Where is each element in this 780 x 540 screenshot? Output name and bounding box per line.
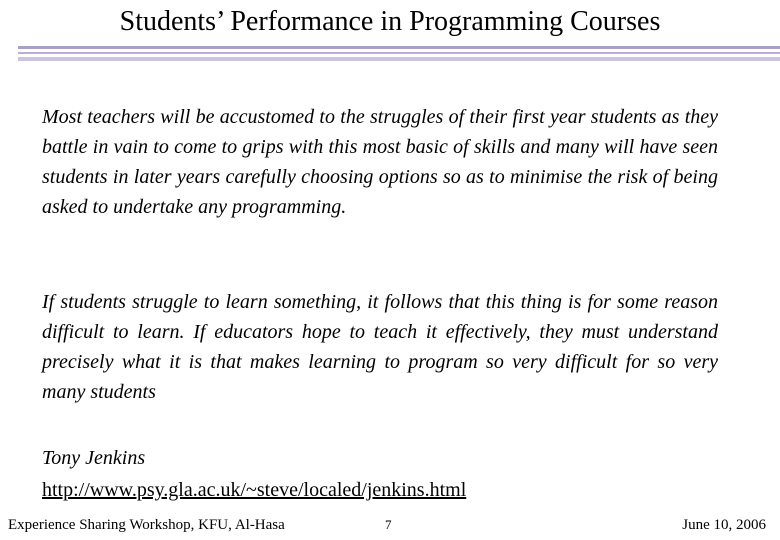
- quote-paragraph-1: Most teachers will be accustomed to the struggles of their first year students as they battle in vain to come to grips with this most basic of skills and many will have seen students in later years carefully choosing options so as to minimise the risk of being asked to undertake any programming.: [42, 106, 718, 218]
- title-divider-line: [18, 52, 780, 54]
- footer-date: June 10, 2006: [682, 517, 766, 533]
- title-divider-line: [18, 57, 780, 61]
- quote-paragraph-2: If students struggle to learn something, it follows that this thing is for some reason difficult to learn. If educators hope to teach it effectively, they must understand precisely what it is that makes learning to program so very difficult for so very many students: [42, 291, 718, 403]
- quote-author: Tony Jenkins: [42, 447, 146, 469]
- slide-title: Students’ Performance in Programming Courses: [119, 6, 661, 37]
- title-divider-line: [18, 46, 780, 49]
- footer-page-number: 7: [385, 517, 392, 532]
- footer-event: Experience Sharing Workshop, KFU, Al-Hasa: [8, 517, 285, 533]
- source-link[interactable]: http://www.psy.gla.ac.uk/~steve/localed/jenkins.html: [42, 479, 467, 501]
